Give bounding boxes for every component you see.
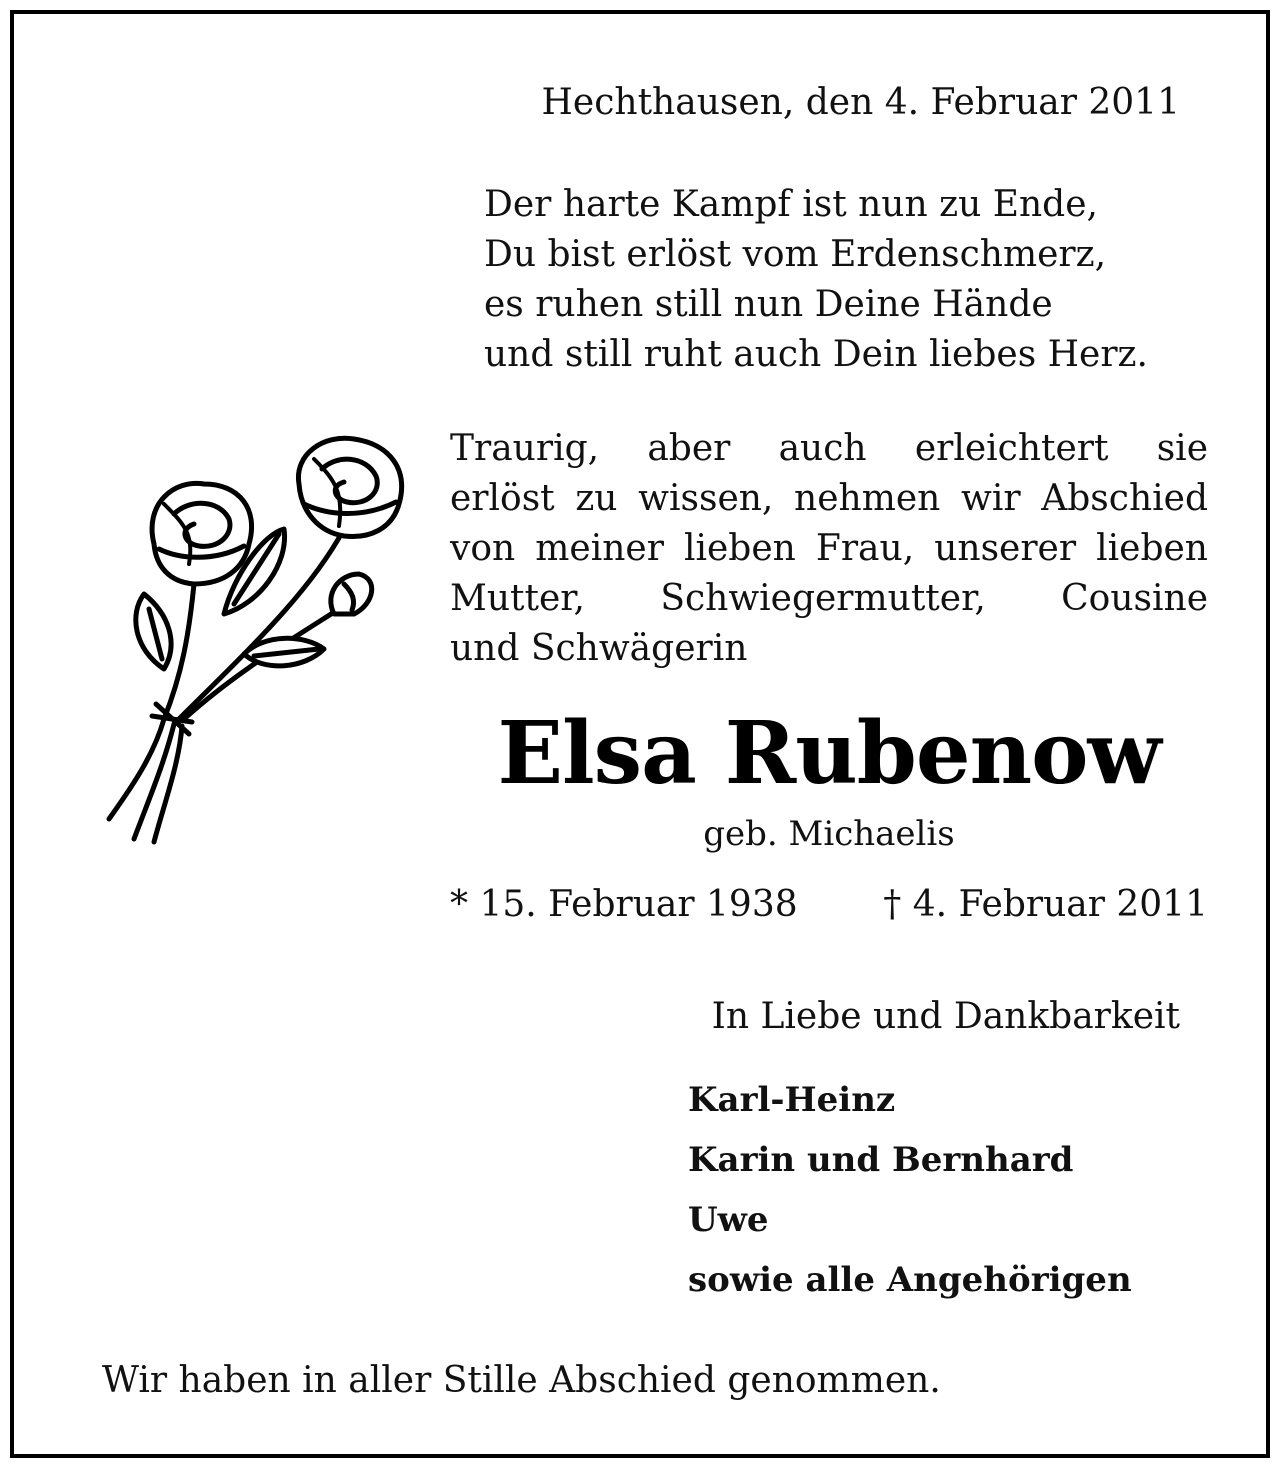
deceased-name: Elsa Rubenow [497,703,1161,804]
obituary-notice [10,10,1270,1458]
birth-name: geb. Michaelis [703,814,955,854]
announcement-line: von meiner lieben Frau, unserer lieben [450,528,1208,569]
birth-date: * 15. Februar 1938 [450,884,798,925]
roses-bouquet-icon [94,434,424,854]
signer: sowie alle Angehörigen [688,1260,1132,1300]
poem [484,180,1148,380]
signer: Uwe [688,1200,769,1240]
announcement-line: erlöst zu wissen, nehmen wir Abschied [450,478,1208,519]
signer: Karin und Bernhard [688,1140,1074,1180]
announcement-line: Traurig, aber auch erleichtert sie [450,428,1208,469]
place-date: Hechthausen, den 4. Februar 2011 [541,82,1180,123]
poem-line: Du bist erlöst vom Erdenschmerz, [484,234,1107,275]
announcement-line: Mutter, Schwiegermutter, Cousine [450,578,1208,619]
closing-phrase: In Liebe und Dankbarkeit [711,996,1180,1037]
signers [688,1070,1132,1310]
poem-line: Der harte Kampf ist nun zu Ende, [484,184,1098,225]
poem-line: es ruhen still nun Deine Hände [484,284,1053,325]
announcement-line: und Schwägerin [450,628,748,669]
announcement [450,424,1208,674]
poem-line: und still ruht auch Dein liebes Herz. [484,334,1148,375]
death-date: † 4. Februar 2011 [883,884,1208,925]
signer: Karl-Heinz [688,1080,896,1120]
footer-note: Wir haben in aller Stille Abschied genommen. [102,1360,941,1401]
